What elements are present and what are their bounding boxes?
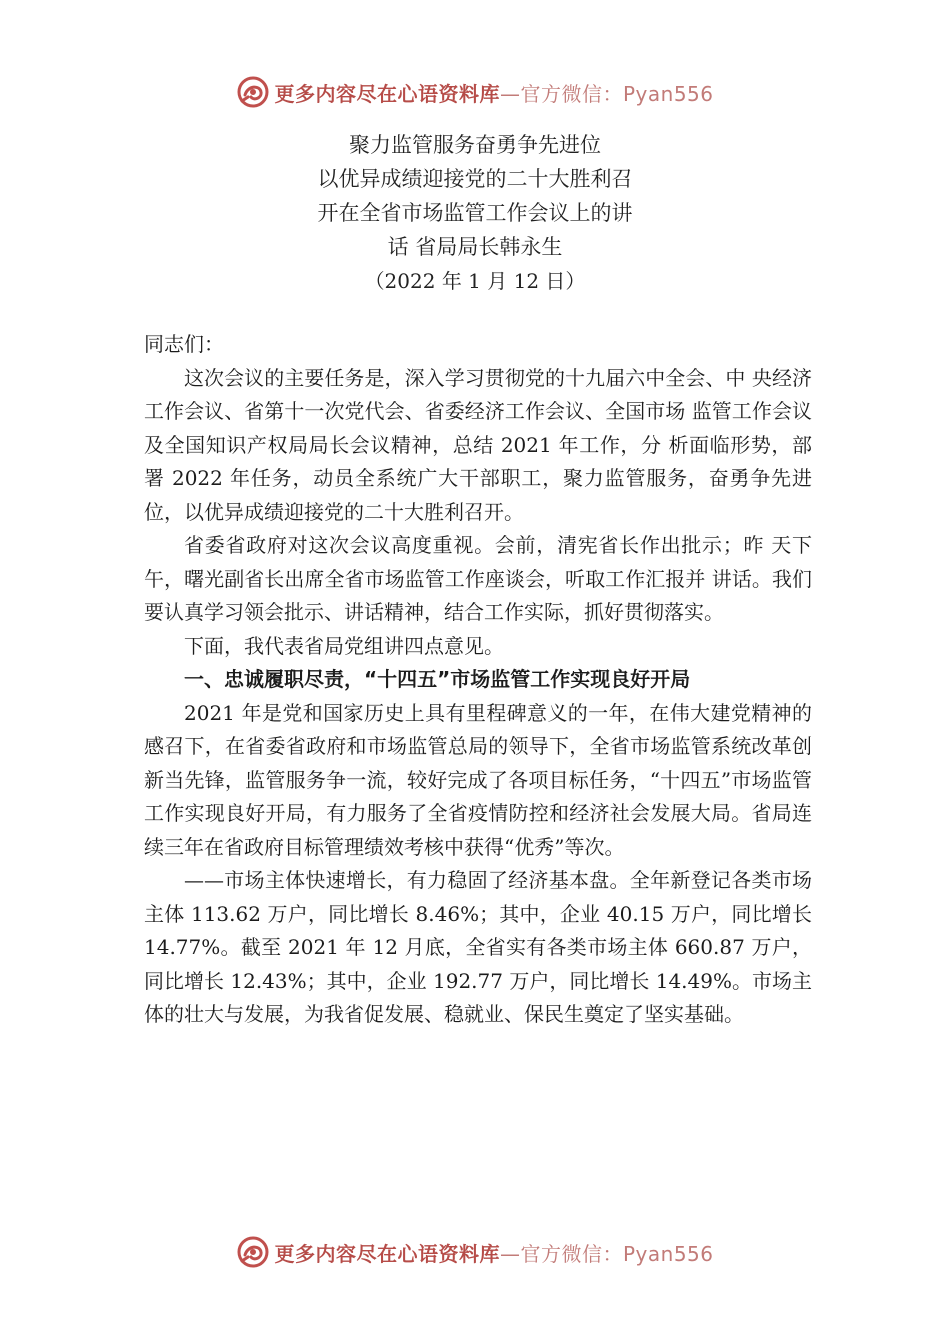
watermark-text: 更多内容尽在心语资料库—官方微信：Pyan556 bbox=[274, 81, 714, 106]
title-line-4: 话 省局局长韩永生 bbox=[387, 235, 563, 259]
document-body bbox=[144, 328, 812, 1032]
swirl-logo-icon bbox=[236, 1235, 270, 1269]
paragraph-instructions: 省委省政府对这次会议高度重视。会前，清宪省长作出批示；昨 天下午，曙光副省长出席全省市场监管工作座谈会，听取工作汇报并 讲话。我们要认真学习领会批示、讲话精神，结合工作实际，抓好贯彻落实。 bbox=[144, 533, 812, 624]
paragraph-outline: 下面，我代表省局党组讲四点意见。 bbox=[184, 633, 504, 658]
swirl-logo-icon bbox=[236, 75, 270, 109]
title-date: （2022 年 1 月 12 日） bbox=[364, 269, 586, 293]
footer-watermark bbox=[0, 1232, 950, 1272]
title-line-1: 聚力监管服务奋勇争先进位 bbox=[349, 133, 601, 157]
title-line-2: 以优异成绩迎接党的二十大胜利召 bbox=[317, 167, 633, 191]
section-heading-1: 一、忠诚履职尽责，“十四五”市场监管工作实现良好开局 bbox=[184, 667, 691, 691]
document-title bbox=[0, 128, 950, 298]
salutation: 同志们： bbox=[144, 332, 224, 356]
paragraph-review-2021: 2021 年是党和国家历史上具有里程碑意义的一年，在伟大建党精神的感召下，在省委省政府和市场监管总局的领导下，全省市场监管系统改革创新当先锋，监管服务争一流，较好完成了各项目标任务，“十四五”市场监管工作实现良好开局，有力服务了全省疫情防控和经济社会发展大局。省局连续三年在省政府目标管理绩效考核中获得“优秀”等次。 bbox=[144, 700, 812, 859]
paragraph-intro: 这次会议的主要任务是，深入学习贯彻党的十九届六中全会、中 央经济工作会议、省第十一次党代会、省委经济工作会议、全国市场 监管工作会议及全国知识产权局局长会议精神，总结 2021 年工作，分 析面临形势，部署 2022 年任务，动员全系统广大干部职工，聚力监管服务，奋勇争先进位，以优异成绩迎接党的二十大胜利召开。 bbox=[144, 365, 812, 524]
header-watermark bbox=[0, 72, 950, 112]
watermark-text: 更多内容尽在心语资料库—官方微信：Pyan556 bbox=[274, 1241, 714, 1266]
title-line-3: 开在全省市场监管工作会议上的讲 bbox=[317, 201, 633, 225]
paragraph-market-entities: ——市场主体快速增长，有力稳固了经济基本盘。全年新登记各类市场主体 113.62 万户，同比增长 8.46%；其中，企业 40.15 万户，同比增长 14.77%。截至 2021 年 12 月底，全省实有各类市场主体 660.87 万户，同比增长 12.43%；其中，企业 192.77 万户，同比增长 14.49%。市场主体的壮大与发展，为我省促发展、稳就业、保民生奠定了坚实基础。 bbox=[144, 868, 812, 1026]
